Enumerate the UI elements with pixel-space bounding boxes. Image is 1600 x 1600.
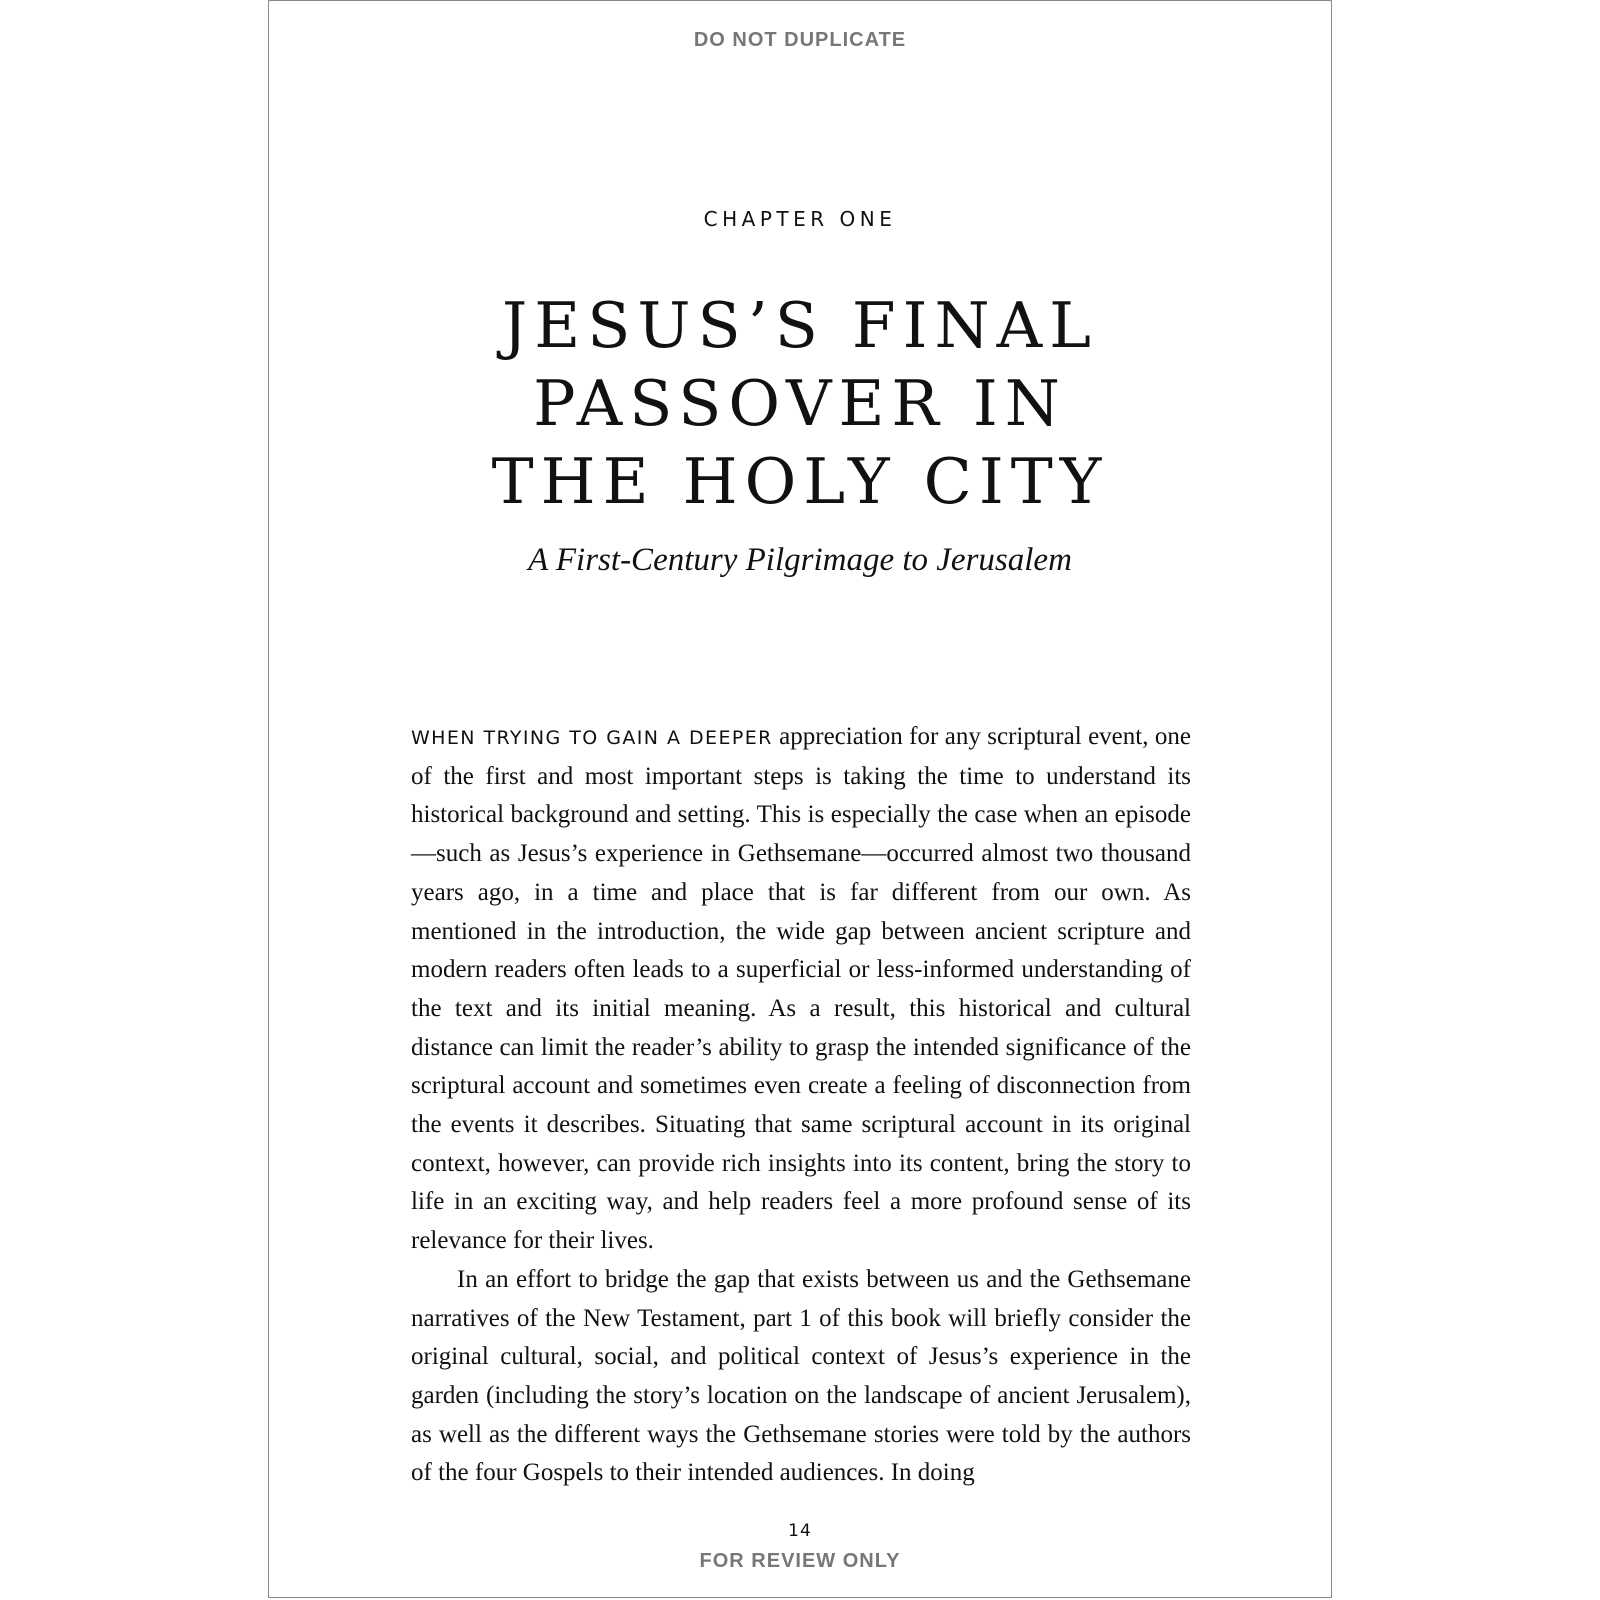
watermark-for-review-only: FOR REVIEW ONLY bbox=[699, 1550, 901, 1572]
paragraph-2: In an effort to bridge the gap that exists between us and the Gethsemane narratives of the New Testament, part 1 of this book will briefly consider the original cultural, social, and political context of Jesus’s experience in the garden (including the story’s location on the landscape of ancient Jerusalem), as well as the different ways the Gethsemane stories were told by the authors of the four Gospels to their intended audiences. In doing bbox=[411, 1265, 1191, 1487]
paragraph-1-lead-in: WHEN TRYING TO GAIN A DEEPER bbox=[411, 727, 773, 749]
watermark-do-not-duplicate: DO NOT DUPLICATE bbox=[693, 29, 907, 51]
chapter-body bbox=[411, 718, 1191, 1493]
chapter-title-line-2: PASSOVER IN bbox=[533, 367, 1067, 440]
chapter-title bbox=[269, 287, 1331, 521]
chapter-title-line-1: JESUS’S FINAL bbox=[502, 289, 1098, 362]
paragraph-1 bbox=[411, 718, 1191, 1261]
paragraph-1-text: appreciation for any scriptural event, one of the first and most important steps is taking the time to understand its historical background and setting. This is especially the case when an episode—such as Jesus’s experience in Gethsemane—occurred almost two thousand years ago, in a time and place that is far different from our own. As mentioned in the introduction, the wide gap between ancient scripture and modern readers often leads to a superficial or less-informed understanding of the text and its initial meaning. As a result, this historical and cultural distance can limit the reader’s ability to grasp the intended significance of the scriptural account and sometimes even create a feeling of disconnection from the events it describes. Situating that same scriptural account in its original context, however, can provide rich insights into its content, bring the story to life in an exciting way, and help readers feel a more profound sense of its relevance for their lives. bbox=[411, 723, 1192, 1255]
chapter-title-line-3: THE HOLY CITY bbox=[491, 445, 1109, 518]
book-page bbox=[268, 0, 1332, 1598]
chapter-label: CHAPTER ONE bbox=[703, 207, 897, 231]
chapter-subtitle: A First-Century Pilgrimage to Jerusalem bbox=[528, 542, 1072, 578]
page-number: 14 bbox=[788, 1521, 812, 1541]
